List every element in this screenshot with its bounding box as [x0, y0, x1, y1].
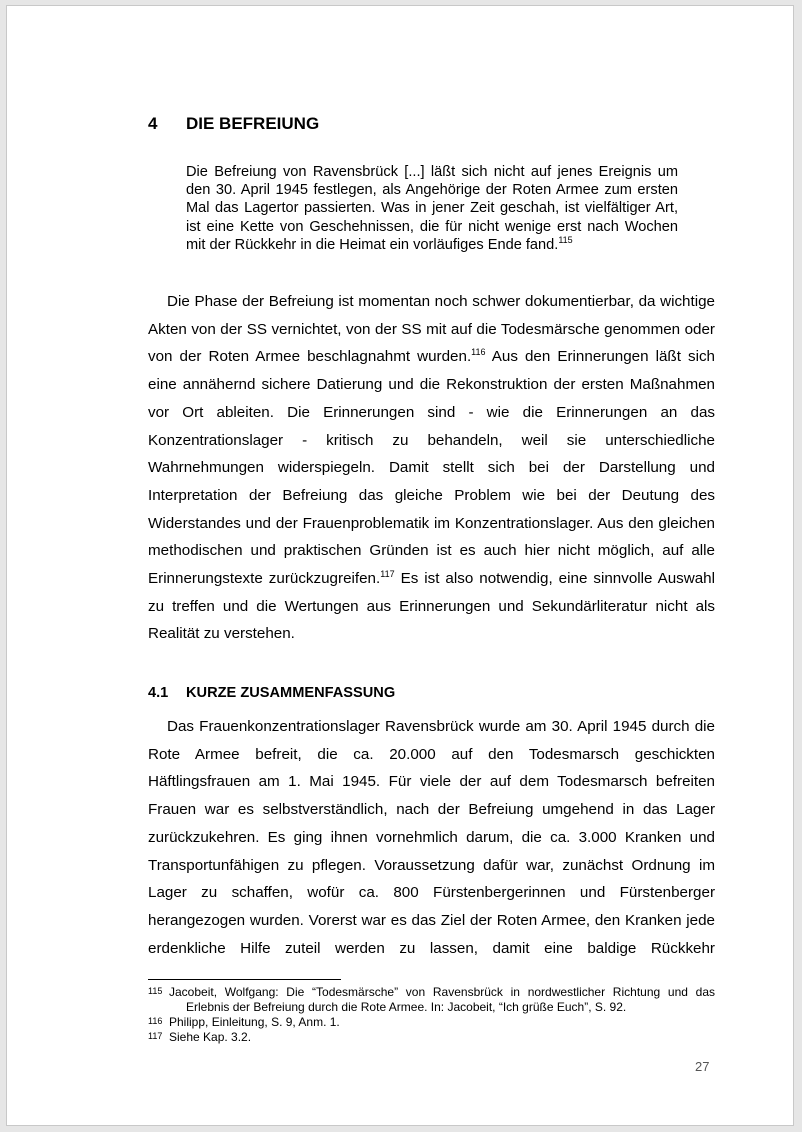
footnote: [148, 1030, 715, 1045]
chapter-title: DIE BEFREIUNG: [186, 114, 320, 133]
footnote: [148, 1015, 715, 1030]
footnote: [148, 985, 715, 1015]
body-paragraph: [148, 288, 715, 648]
section-title: KURZE ZUSAMMENFASSUNG: [186, 685, 396, 701]
quote-text: Die Befreiung von Ravensbrück [...] läßt sich nicht auf jenes Ereignis um den 30. April 1945 festlegen, als Angehörige der Roten Armee zum ersten Mal das Lagertor passierten. Was in jener Zeit geschah, ist vielfältiger Art, ist eine Kette von Geschehnissen, die für nicht wenige erst nach Wochen mit der Rückkehr in die Heimat ein vorläufiges Ende fand.: [186, 164, 678, 253]
paragraph-text: Aus den Erinnerungen läßt sich eine annähernd sichere Datierung und die Rekonstruktion der ersten Maßnahmen vor Ort ableiten. Die Erinnerungen sind - wie die Erinnerungen an das Konzentrationslager - kritisch zu behandeln, weil sie unterschiedliche Wahrnehmungen widerspiegeln. Damit stellt sich bei der Darstellung und Interpretation der Befreiung das gleiche Problem wie bei der Deutung des Widerstandes und der Frauenproblematik im Konzentrationslager. Aus den gleichen methodischen und praktischen Gründen ist es auch hier nicht möglich, auf alle Erinnerungstexte zurückzugreifen.: [148, 348, 715, 588]
footnote-text: Siehe Kap. 3.2.: [169, 1030, 252, 1044]
footnotes: [148, 985, 715, 1045]
footnote-ref[interactable]: 117: [380, 569, 395, 580]
chapter-heading: [148, 113, 715, 135]
footnote-text: Jacobeit, Wolfgang: Die “Todesmärsche” von Ravensbrück in nordwestlicher Richtung und das Erlebnis der Befreiung durch die Rote Armee. In: Jacobeit, “Ich grüße Euch”, S. 92.: [169, 985, 715, 1014]
section-heading: [148, 683, 715, 703]
footnote-ref[interactable]: 116: [471, 347, 486, 358]
footnote-text: Philipp, Einleitung, S. 9, Anm. 1.: [169, 1015, 340, 1029]
body-paragraph: [148, 713, 715, 975]
block-quote: [186, 163, 678, 254]
footnote-number: 116: [148, 1016, 163, 1026]
paragraph-text: Es ist also notwendig, eine sinnvolle Auswahl zu treffen und die Wertungen aus Erinnerungen und Sekundärliteratur nicht als Realität zu verstehen.: [148, 570, 716, 643]
paragraph-text: Das Frauenkonzentrationslager Ravensbrück wurde am 30. April 1945 durch die Rote Armee befreit, die ca. 20.000 auf den Todesmarsch geschickten Häftlingsfrauen am 1. Mai 1945. Für viele der auf dem Todesmarsch befreiten Frauen war es selbstverständlich, nach der Befreiung umgehend in das Lager zurückzukehren. Es ging ihnen vornehmlich darum, die ca. 3.000 Kranken und Transportunfähigen zu pflegen. Voraussetzung dafür war, zunächst Ordnung im Lager zu schaffen, wofür ca. 800 Fürstenbergerinnen und Fürstenberger herangezogen wurden. Vorerst war es das Ziel der Roten Armee, den Kranken jede erdenkliche Hilfe zuteil werden zu lassen, damit eine baldige Rückkehr: [148, 718, 715, 957]
chapter-number: 4: [148, 114, 158, 133]
paragraph-text: Die Phase der Befreiung ist momentan noch schwer dokumentierbar, da wichtige Akten von der SS vernichtet, von der SS mit auf die Todesmärsche genommen oder von der Roten Armee beschlagnahmt wurden.: [148, 293, 715, 366]
page-number: 27: [695, 1059, 710, 1074]
footnote-separator: [148, 979, 341, 980]
footnote-number: 117: [148, 1031, 163, 1041]
footnote-number: 115: [148, 986, 163, 996]
footnote-ref[interactable]: 115: [558, 234, 573, 245]
section-number: 4.1: [148, 685, 169, 701]
